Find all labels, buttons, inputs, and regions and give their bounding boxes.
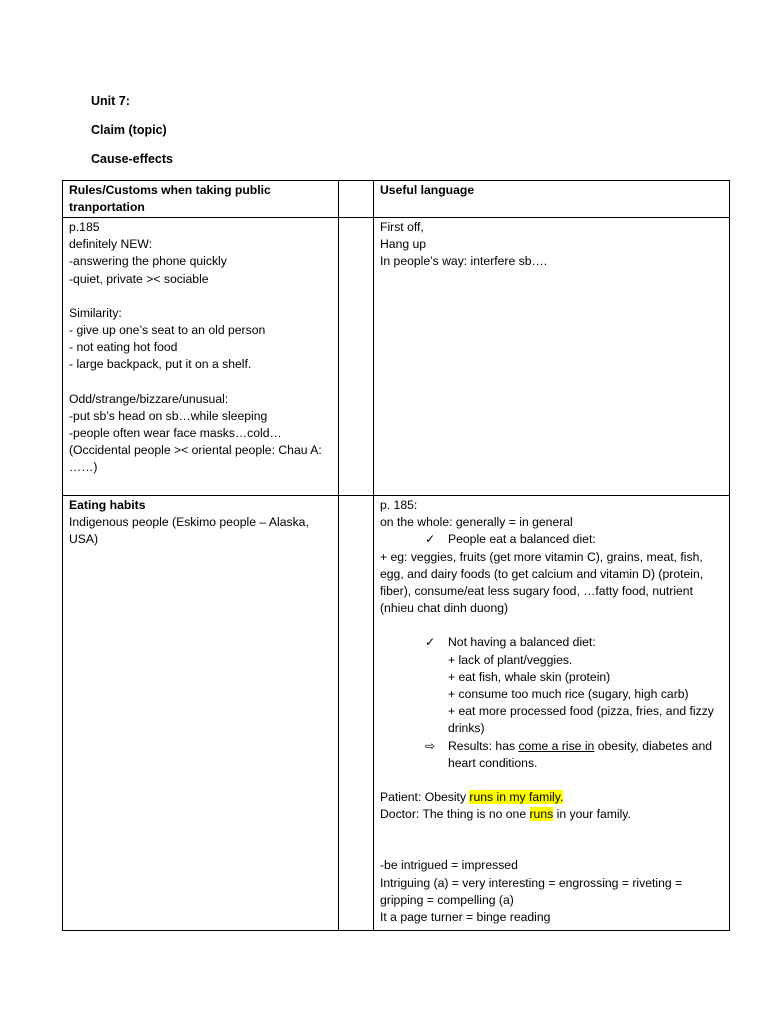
list-item: - large backpack, put it on a shelf. [69,357,252,372]
list-item: p.185 [69,220,100,234]
list-item: Indigenous people (Eskimo people – Alaska, [69,515,309,530]
list-item: -be intrigued = impressed [380,858,518,873]
list-item: heart conditions. [448,755,538,770]
list-item: - not eating hot food [69,340,178,355]
balanced-diet-title: People eat a balanced diet: [448,532,596,547]
unit-heading: Unit 7: [91,94,130,108]
list-item: It a page turner = binge reading [380,910,551,925]
blank-line [380,840,723,857]
claim-heading: Claim (topic) [91,123,167,137]
patient-line [380,789,723,806]
results-suffix: obesity, diabetes and [594,738,712,753]
list-item: Hang up [380,237,427,252]
list-item: fiber), consume/eat less sugary food, …fatty food, nutrient [380,584,693,599]
list-item: USA) [69,532,99,547]
doctor-suffix: in your family. [553,807,631,822]
eating-habits-title: Eating habits [69,498,146,512]
list-item: egg, and dairy foods (to get calcium and vitamin D) (protein, [380,566,704,581]
doctor-line [380,806,723,823]
cause-effects-heading: Cause-effects [91,152,173,166]
list-item: - give up one’s seat to an old person [69,323,266,338]
list-item: Odd/strange/bizzare/unusual: [69,391,229,406]
list-item: + eat fish, whale skin (protein) [448,669,611,684]
list-item: -answering the phone quickly [69,254,227,269]
list-item: drinks) [448,721,485,736]
arrow-right-icon: ⇨ [425,738,436,753]
results-item [380,738,723,755]
transport-language-cell [374,218,730,496]
rules-header-cell [63,181,339,218]
list-item: + eg: veggies, fruits (get more vitamin C), grains, meat, fish, [380,549,703,564]
empty-cell [339,181,374,218]
checklist-item [380,634,723,651]
page-ref: p. 185: [380,498,418,512]
empty-cell [339,218,374,496]
table-row [63,496,730,931]
checklist-item [380,531,723,548]
results-underlined: come a rise in [518,738,595,753]
list-item: -quiet, private >< sociable [69,271,209,286]
notes-table [62,180,730,931]
useful-language-header-cell [374,181,730,218]
list-item: -put sb’s head on sb…while sleeping [69,408,268,423]
list-item: ……) [69,460,98,475]
list-item: + eat more processed food (pizza, fries, and fizzy [448,704,714,719]
empty-cell [339,496,374,931]
useful-language-header: Useful language [380,183,475,197]
highlighted-text: runs in my family. [469,790,564,805]
list-item: + consume too much rice (sugary, high carb) [448,687,689,702]
checkmark-icon: ✓ [425,635,436,650]
eating-habits-cell [63,496,339,931]
patient-prefix: Patient: Obesity [380,790,470,805]
list-item: First off, [380,220,424,234]
list-item: Intriguing (a) = very interesting = engrossing = riveting = [380,875,683,890]
blank-line [380,823,723,840]
list-item: definitely NEW: [69,237,153,252]
doctor-prefix: Doctor: The thing is no one [380,807,530,822]
table-row [63,181,730,218]
not-balanced-diet-title: Not having a balanced diet: [448,635,596,650]
list-item: -people often wear face masks…cold… [69,426,282,441]
list-item: + lack of plant/veggies. [448,652,573,667]
eating-language-cell [374,496,730,931]
table-row [63,218,730,496]
transport-notes-cell [63,218,339,496]
results-prefix: Results: has [448,738,519,753]
list-item: on the whole: generally = in general [380,515,573,530]
list-item: Similarity: [69,305,122,320]
rules-header: Rules/Customs when taking public tranportation [69,183,271,215]
checkmark-icon: ✓ [425,532,436,547]
blank-line [380,772,723,789]
blank-line [69,288,332,305]
list-item: (Occidental people >< oriental people: Chau A: [69,443,322,458]
blank-line [380,617,723,634]
list-item: gripping = compelling (a) [380,892,514,907]
highlighted-text: runs [529,807,554,822]
list-item: In people’s way: interfere sb…. [380,254,548,269]
list-item: (nhieu chat dinh duong) [380,601,509,616]
blank-line [69,374,332,391]
